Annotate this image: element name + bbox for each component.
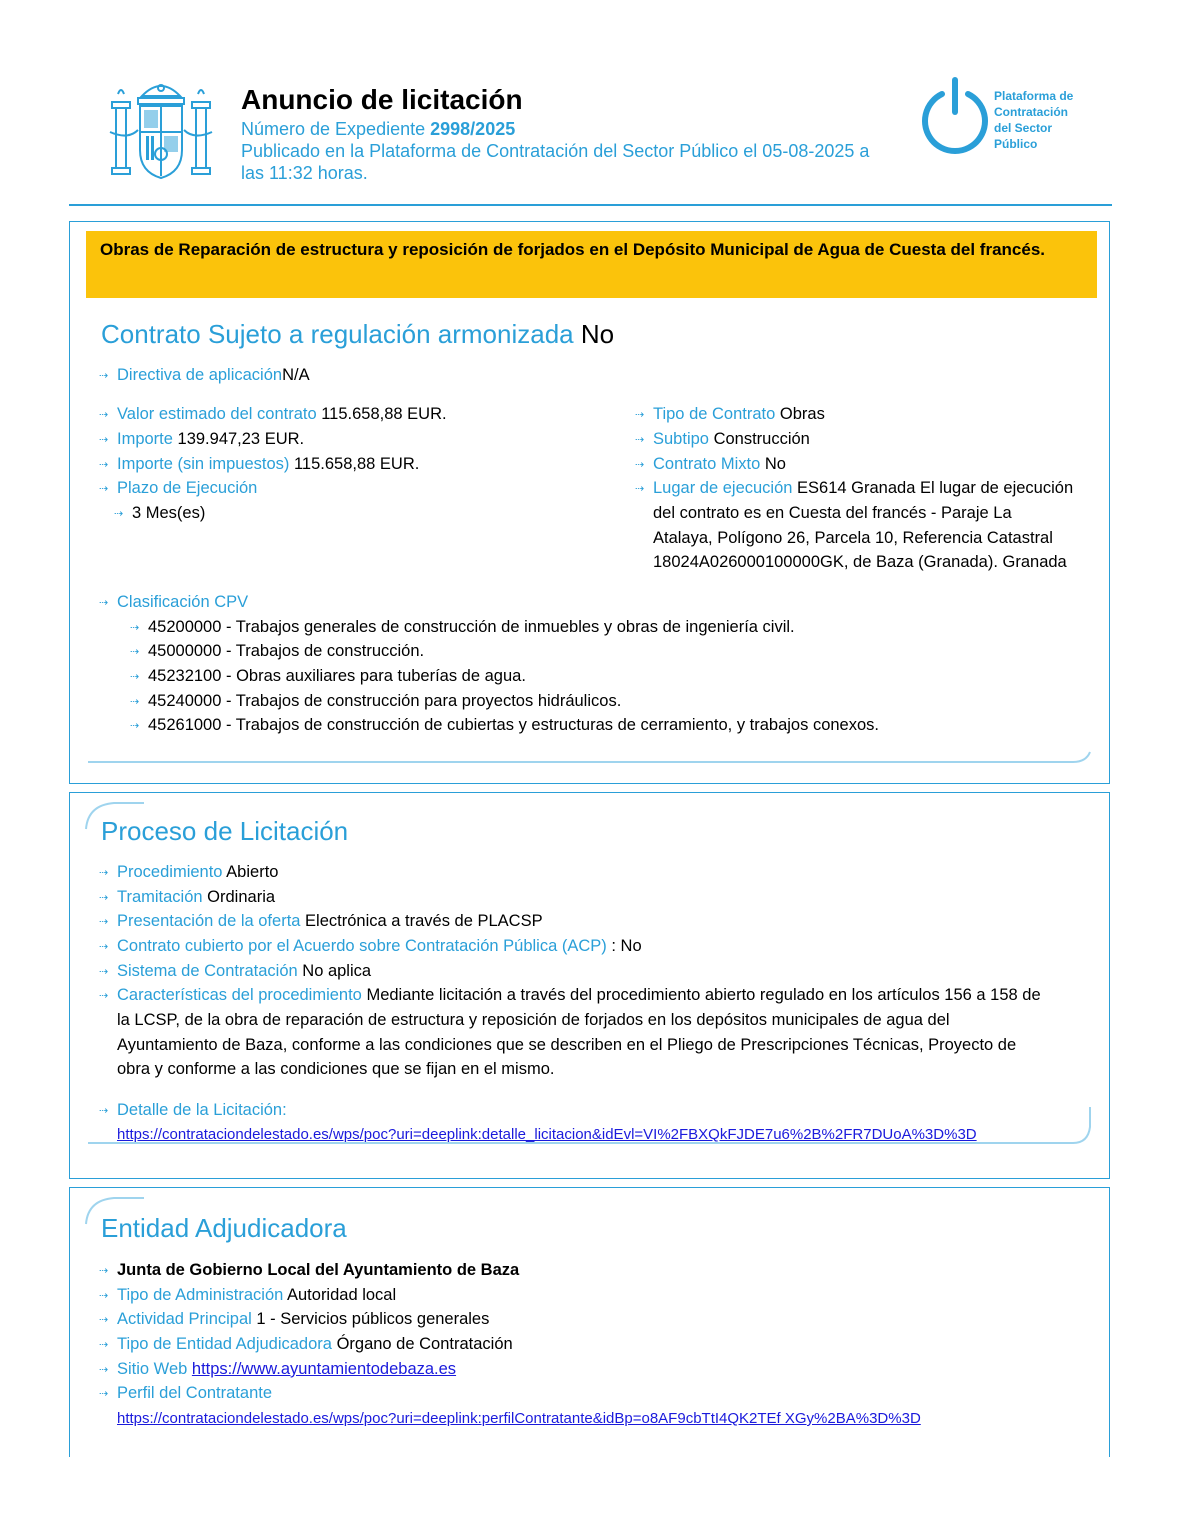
valor-row	[99, 402, 447, 428]
contract-section	[69, 221, 1110, 784]
spain-coat-of-arms-icon	[108, 74, 214, 186]
directiva-row	[99, 363, 310, 389]
caracteristicas-label: Características del procedimiento	[117, 986, 362, 1004]
caracteristicas-line-1: Mediante licitación a través del procedimiento abierto regulado en los artículos 156 a 158 de	[366, 986, 1041, 1004]
detalle-label: Detalle de la Licitación:	[117, 1101, 287, 1119]
directiva-label: Directiva de aplicación	[117, 366, 283, 384]
procedimiento-value: Abierto	[226, 863, 279, 881]
arrow-icon: ⇢	[130, 622, 140, 634]
plataforma-logo	[918, 76, 1088, 160]
arrow-icon: ⇢	[99, 966, 109, 978]
arrow-icon: ⇢	[99, 1290, 109, 1302]
arrow-icon: ⇢	[99, 916, 109, 928]
subtipo-row	[635, 427, 810, 453]
arrow-icon: ⇢	[635, 434, 645, 446]
tipo-entidad-value: Órgano de Contratación	[336, 1335, 513, 1353]
caracteristicas-line-4: obra y conforme a las condiciones que se fijan en el mismo.	[117, 1060, 555, 1078]
procedimiento-label: Procedimiento	[117, 863, 223, 881]
cpv-item	[130, 664, 526, 690]
arrow-icon: ⇢	[635, 483, 645, 495]
armonizada-label: Contrato Sujeto a regulación armonizada	[101, 319, 574, 349]
arrow-icon: ⇢	[99, 1339, 109, 1351]
arrow-icon: ⇢	[635, 459, 645, 471]
arrow-icon: ⇢	[99, 409, 109, 421]
logo-text-4: Público	[994, 137, 1038, 151]
acp-value: : No	[611, 937, 642, 955]
arrow-icon: ⇢	[99, 459, 109, 471]
importe-sin-row	[99, 452, 419, 478]
presentacion-value: Electrónica a través de PLACSP	[305, 912, 543, 930]
arrow-icon: ⇢	[99, 867, 109, 879]
logo-text-2: Contratación	[994, 105, 1069, 119]
arrow-icon: ⇢	[635, 409, 645, 421]
cpv-item-text: 45000000 - Trabajos de construcción.	[148, 642, 425, 660]
sistema-row	[99, 959, 371, 985]
tipo-row	[635, 402, 825, 428]
valor-value: 115.658,88 EUR.	[321, 405, 447, 423]
valor-label: Valor estimado del contrato	[117, 405, 317, 423]
page-title: Anuncio de licitación	[241, 84, 523, 115]
proceso-section	[69, 792, 1110, 1179]
actividad-value: 1 - Servicios públicos generales	[256, 1310, 490, 1328]
subtipo-label: Subtipo	[653, 430, 709, 448]
tipo-label: Tipo de Contrato	[653, 405, 776, 423]
entidad-heading: Entidad Adjudicadora	[101, 1213, 347, 1243]
cpv-row	[99, 590, 248, 616]
arrow-icon: ⇢	[99, 892, 109, 904]
expediente-line	[241, 118, 515, 140]
actividad-row	[99, 1307, 489, 1333]
caracteristicas-row	[99, 983, 1041, 1009]
directiva-value: N/A	[282, 366, 310, 384]
arrow-icon: ⇢	[130, 696, 140, 708]
lugar-line-3: Atalaya, Polígono 26, Parcela 10, Referencia Catastral	[653, 529, 1053, 547]
arrow-icon: ⇢	[130, 720, 140, 732]
arrow-icon: ⇢	[99, 1265, 109, 1277]
detalle-row	[99, 1098, 287, 1124]
sitio-web-link[interactable]: https://www.ayuntamientodebaza.es	[191, 1360, 457, 1378]
arrow-icon: ⇢	[99, 483, 109, 495]
plazo-row	[99, 476, 257, 502]
sitio-web-row	[99, 1357, 456, 1383]
perfil-contratante-link[interactable]: https://contrataciondelestado.es/wps/poc?uri=deeplink:perfilContratante&idBp=o8AF9cbTtI4QK2TEf XGy%2BA%3D%3D	[117, 1410, 921, 1427]
proceso-heading: Proceso de Licitación	[101, 816, 349, 846]
plazo-value-row	[114, 501, 205, 527]
cpv-item	[130, 689, 621, 715]
entidad-name: Junta de Gobierno Local del Ayuntamiento de Baza	[117, 1261, 520, 1279]
arrow-icon: ⇢	[130, 671, 140, 683]
plazo-label: Plazo de Ejecución	[117, 479, 258, 497]
cpv-item	[130, 615, 795, 641]
armonizada-heading	[101, 319, 614, 349]
arrow-icon: ⇢	[99, 434, 109, 446]
armonizada-value: No	[580, 319, 615, 349]
importe-label: Importe	[117, 430, 173, 448]
actividad-label: Actividad Principal	[117, 1310, 252, 1328]
arrow-icon: ⇢	[99, 597, 109, 609]
plazo-value: 3 Mes(es)	[132, 504, 206, 522]
tipo-entidad-row	[99, 1332, 513, 1358]
cpv-item-text: 45200000 - Trabajos generales de construcción de inmuebles y obras de ingeniería civil.	[148, 618, 795, 636]
entidad-name-row	[99, 1258, 519, 1284]
perfil-row	[99, 1381, 272, 1407]
mixto-label: Contrato Mixto	[653, 455, 761, 473]
sitio-web-label: Sitio Web	[117, 1360, 188, 1378]
tipo-admin-value: Autoridad local	[287, 1286, 397, 1304]
cpv-label: Clasificación CPV	[117, 593, 249, 611]
expediente-label: Número de Expediente	[241, 119, 426, 139]
lugar-line-4: 18024A026000100000GK, de Baza (Granada). Granada	[653, 553, 1067, 571]
presentacion-row	[99, 909, 543, 935]
logo-text-3: del Sector	[994, 121, 1053, 135]
cpv-item-text: 45240000 - Trabajos de construcción para proyectos hidráulicos.	[148, 692, 622, 710]
lugar-label: Lugar de ejecución	[653, 479, 793, 497]
arrow-icon: ⇢	[99, 1364, 109, 1376]
tipo-entidad-label: Tipo de Entidad Adjudicadora	[117, 1335, 332, 1353]
tipo-admin-label: Tipo de Administración	[117, 1286, 284, 1304]
importe-value: 139.947,23 EUR.	[177, 430, 305, 448]
document-header	[0, 0, 1181, 210]
cpv-item	[130, 639, 424, 665]
arrow-icon: ⇢	[99, 941, 109, 953]
arrow-icon: ⇢	[99, 1314, 109, 1326]
contract-title-banner: Obras de Reparación de estructura y reposición de forjados en el Depósito Municipal de Agua de Cuesta del francés.	[86, 231, 1097, 298]
perfil-label: Perfil del Contratante	[117, 1384, 273, 1402]
cpv-item-text: 45261000 - Trabajos de construcción de cubiertas y estructuras de cerramiento, y trabajos conexos.	[148, 716, 879, 734]
importe-sin-label: Importe (sin impuestos)	[117, 455, 290, 473]
arrow-icon: ⇢	[99, 370, 109, 382]
detalle-link-row	[117, 1122, 977, 1148]
logo-text-1: Plataforma de	[994, 89, 1074, 103]
header-divider	[69, 204, 1112, 206]
subtipo-value: Construcción	[713, 430, 810, 448]
acp-row	[99, 934, 642, 960]
sistema-value: No aplica	[302, 962, 372, 980]
arrow-icon: ⇢	[99, 990, 109, 1002]
lugar-row	[635, 476, 1073, 502]
mixto-value: No	[764, 455, 786, 473]
tipo-value: Obras	[779, 405, 825, 423]
procedimiento-row	[99, 860, 278, 886]
arrow-icon: ⇢	[99, 1105, 109, 1117]
arrow-icon: ⇢	[130, 646, 140, 658]
power-icon	[918, 76, 992, 158]
arrow-icon: ⇢	[99, 1388, 109, 1400]
mixto-row	[635, 452, 786, 478]
expediente-number: 2998/2025	[430, 119, 516, 139]
sistema-label: Sistema de Contratación	[117, 962, 298, 980]
importe-sin-value: 115.658,88 EUR.	[293, 455, 420, 473]
published-line-2: las 11:32 horas.	[241, 163, 368, 183]
lugar-line-1: ES614 Granada El lugar de ejecución	[797, 479, 1074, 497]
caracteristicas-line-3: Ayuntamiento de Baza, conforme a las condiciones que se describen en el Pliego de Prescripciones Técnicas, Proyecto de	[117, 1036, 1017, 1054]
tramitacion-row	[99, 885, 275, 911]
tipo-admin-row	[99, 1283, 396, 1309]
acp-label: Contrato cubierto por el Acuerdo sobre Contratación Pública (ACP)	[117, 937, 607, 955]
cpv-item-text: 45232100 - Obras auxiliares para tuberías de agua.	[148, 667, 526, 685]
caracteristicas-line-2: la LCSP, de la obra de reparación de estructura y reposición de forjados en los depósitos municipales de agua del	[117, 1011, 950, 1029]
entidad-section	[69, 1187, 1110, 1457]
arrow-icon: ⇢	[114, 508, 124, 520]
presentacion-label: Presentación de la oferta	[117, 912, 301, 930]
cpv-item	[130, 713, 879, 739]
detalle-licitacion-link[interactable]: https://contrataciondelestado.es/wps/poc?uri=deeplink:detalle_licitacion&idEvl=VI%2FBXQkFJDE7u6%2B%2FR7DUoA%3D%3D	[117, 1126, 977, 1143]
tramitacion-label: Tramitación	[117, 888, 203, 906]
perfil-link-row	[117, 1406, 921, 1432]
importe-row	[99, 427, 304, 453]
decorative-swoosh	[88, 748, 1092, 766]
tramitacion-value: Ordinaria	[207, 888, 276, 906]
published-line-1: Publicado en la Plataforma de Contratación del Sector Público el 05-08-2025 a	[241, 141, 870, 161]
lugar-line-2: del contrato es en Cuesta del francés - Paraje La	[653, 504, 1012, 522]
